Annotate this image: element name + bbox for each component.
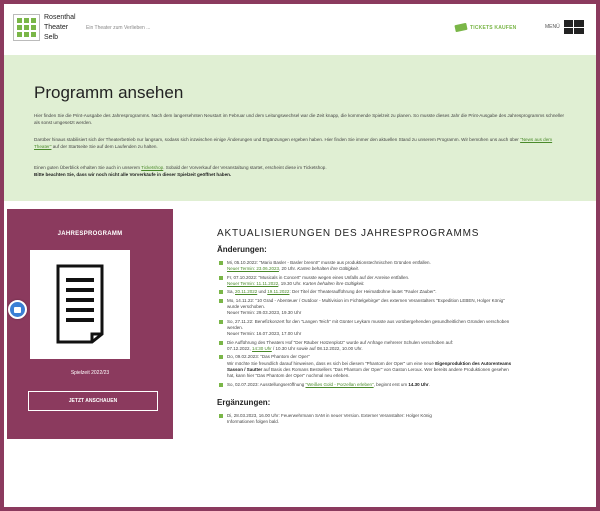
intro-paragraph-2: Darüber hinaus stabilisiert sich der Theaterbetrieb nur langsam, sodass sich inzwischen einige Änderungen und Ergänzungen ergeben haben. Hier finden Sie immer den aktuellen Stand zu unserem Programm. Wir bemühen uns auch über "News aus dem Theater" auf der Startseite Sie auf dem Laufenden zu halten.: [34, 137, 553, 149]
intro-paragraph-3: Einen guten Überblick erhalten Sie auch in unserem Ticketshop. Sobald der Vorverkauf der Veranstaltung startet, erscheint diese im Ticketshop. Bitte beachten Sie, dass wir noch nicht alle Vorverkäufe in dieser Spielzeit geöffnet haben.: [34, 165, 327, 177]
menu-button[interactable]: [545, 20, 584, 34]
card-title: JAHRESPROGRAMM: [57, 231, 123, 237]
changes-heading: Änderungen:: [217, 245, 267, 254]
date-link[interactable]: 20.11.2022: [235, 289, 258, 295]
brand-line-3: Selb: [44, 34, 59, 41]
view-now-button[interactable]: JETZT ANSCHAUEN: [28, 391, 158, 411]
theater-logo[interactable]: [13, 14, 40, 41]
tagline: Ein Theater zum Verlieben ...: [86, 25, 151, 31]
intro-paragraph-1: Hier finden Sie die Print-Ausgabe des Jahresprogramms. Nach dem langersehnten Neustart im Februar und dem Leitungswechsel war die Zeit knapp, die kommende Spielzeit zu planen. So musste dieses Jahr die Print-Ausgabe des Jahresprogramms schneller als sonst umgesetzt werden.: [34, 113, 565, 125]
menu-label: MENÜ: [545, 24, 560, 30]
ticket-icon: [454, 23, 467, 32]
season-caption: Spielzeit 2022/23: [70, 370, 110, 376]
tickets-label: TICKETS KAUFEN: [470, 24, 517, 31]
list-item: So, 27.11.22: Benefizkonzert für den "Langen Teich" mit Günter Leykam musste aus vorübergehenden gesundheitlichen Gründen verschoben werden. Neuer Termin: 16.07.2023, 17.00 Uhr: [217, 319, 587, 338]
chat-icon[interactable]: [8, 300, 27, 319]
updates-title: AKTUALISIERUNGEN DES JAHRESPROGRAMMS: [217, 228, 480, 239]
exhibition-link[interactable]: "Weißes Gold - Porzellan erleben": [305, 381, 374, 387]
site-header: [4, 4, 596, 51]
brand-name[interactable]: [44, 13, 84, 43]
program-cover[interactable]: [30, 250, 130, 359]
menu-grid-icon: [564, 20, 584, 34]
list-item: Mo, 14.11.22: "10 Grad - Abenteuer / Outdoor - Multivision im Fichtelgebirge" des externen Veranstalters "Expedition LEBEN, Holger König" wurde verschoben. Neuer Termin: 29.03.2023, 19.30 Uhr: [217, 298, 587, 317]
updates-section: [217, 228, 587, 427]
list-item: Fr, 07.10.2022: "Musicals in Concert" musste wegen eines Unfalls auf der Anreise entfallen. Neuer Termin: 11.11.2022, 19.30 Uhr. Karten behalten ihre Gültigkeit.: [217, 275, 587, 287]
time-link[interactable]: 14:30 Uhr: [252, 345, 272, 351]
document-icon: [56, 264, 104, 344]
new-date-link[interactable]: Neuer Termin: 23.06.2023: [227, 266, 279, 272]
news-link[interactable]: "News aus dem Theater": [34, 137, 553, 149]
page-frame: [4, 4, 596, 507]
brand-line-2: Theater: [44, 24, 69, 31]
program-card: [7, 209, 173, 439]
list-item: Sa, 20.11.2022 und 19.11.2022: Der Titel der Theateraufführung der Heimatbühne lautet "Fauler Zauber".: [217, 289, 587, 295]
presale-notice: Bitte beachten Sie, dass wir noch nicht alle Vorverkäufe in dieser Spielzeit geöffnet haben.: [34, 172, 232, 177]
list-item: Mi, 05.10.2022: "Mario Basler - Basler brennt!" musste aus produktionstechnischen Gründen entfallen. Neuer Termin: 23.06.2023, 20 Uhr. Karten behalten ihre Gültigkeit.: [217, 260, 587, 272]
intro-section: [4, 55, 596, 201]
list-item: Do, 09.02.2023: "Das Phantom der Oper" Wir möchte Sie freundlich darauf hinweisen, dass es sich bei diesem "Phantom der Oper" um eine neue Eigenproduktion des Autorenteams Sasson / Sautter auf Basis des Romans Bestsellers "Das Phantom der Oper" von Gaston Leroux. Wer bereits andere Produktionen gesehen hat, kann hier "Das Phantom der Oper" nochmal neu erleben.: [217, 354, 587, 379]
buy-tickets-link[interactable]: [455, 23, 516, 32]
date-link[interactable]: 19.11.2022: [267, 289, 290, 295]
additions-heading: Ergänzungen:: [217, 397, 271, 407]
brand-line-1: Rosenthal: [44, 14, 76, 21]
list-item: Die Aufführung des Theaters Hof "Der Räuber Hotzenplotz" wurde auf Anfrage mehrerer Schulen verschoben auf: 07.12.2022, 14:30 Uhr / 10.30 Uhr sowie auf 08.12.2022, 10.00 Uhr.: [217, 340, 587, 352]
list-item: Di, 28.03.2023, 16.00 Uhr: Feuerwehrmann SAM in neuer Version. Externer Veranstalter: Holger König Informationen folgen bald.: [217, 413, 587, 425]
ticketshop-link[interactable]: Ticketshop: [141, 165, 164, 170]
page-title: Programm ansehen: [34, 83, 184, 102]
new-date-link[interactable]: Neuer Termin: 11.11.2022: [227, 280, 279, 286]
list-item: So, 02.07.2023: Ausstellungseröffnung "Weißes Gold - Porzellan erleben", beginnt erst um 14.30 Uhr.: [217, 382, 587, 388]
